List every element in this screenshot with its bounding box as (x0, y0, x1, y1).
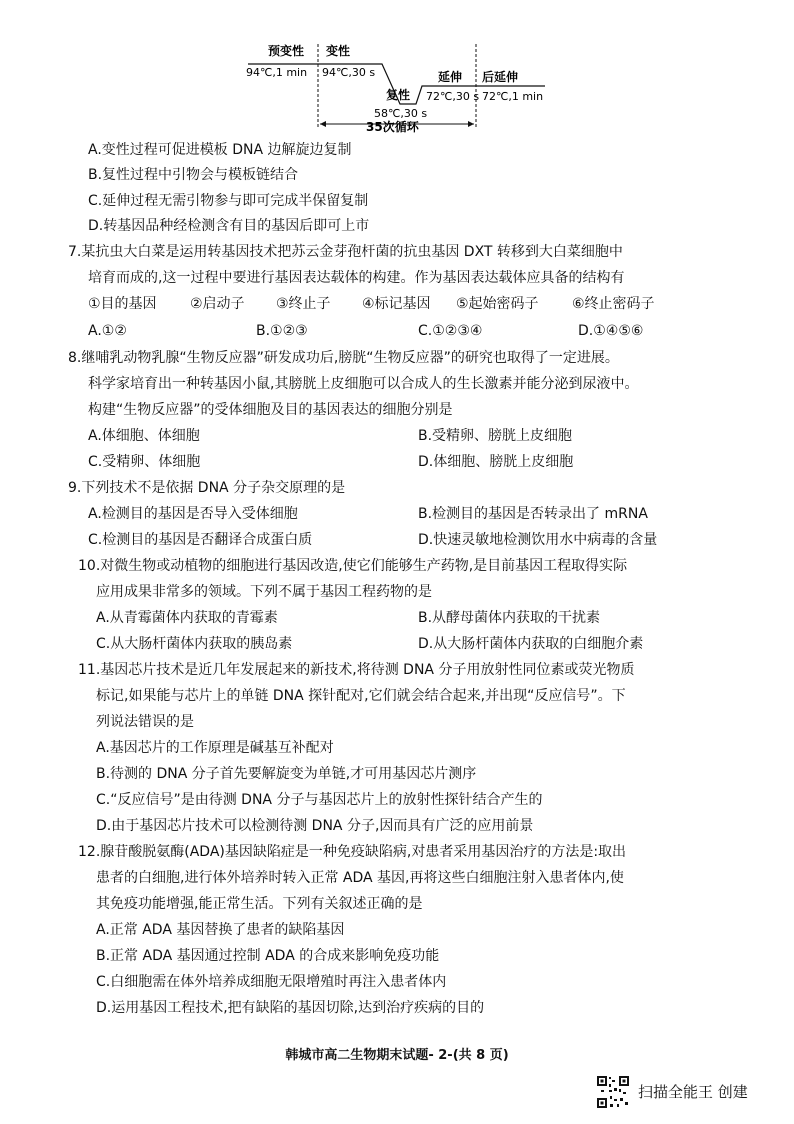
q8-stem-line2: 科学家培育出一种转基因小鼠,其膀胱上皮细胞可以合成人的生长激素并能分泌到尿液中。 (88, 376, 639, 392)
q12-option-c: C.白细胞需在体外培养成细胞无限增殖时再注入患者体内 (96, 974, 447, 990)
label-extend: 延伸 (438, 70, 463, 84)
q10-stem-line1: 10.对微生物或动植物的细胞进行基因改造,使它们能够生产药物,是目前基因工程取得实际 (78, 558, 628, 574)
q6-option-a: A.变性过程可促进模板 DNA 边解旋边复制 (88, 142, 352, 158)
q8-stem-line1: 8.继哺乳动物乳腺“生物反应器”研发成功后,膀胱“生物反应器”的研究也取得了一定进展。 (68, 350, 619, 366)
q12-option-a: A.正常 ADA 基因替换了患者的缺陷基因 (96, 922, 345, 938)
q9-option-c: C.检测目的基因是否翻译合成蛋白质 (88, 532, 313, 548)
q7-item-2: ②启动子 (190, 296, 245, 312)
label-anneal-temp: 58℃,30 s (374, 107, 428, 120)
q10-option-a: A.从青霉菌体内获取的青霉素 (96, 610, 278, 626)
cycle-arrow-left-head (320, 121, 326, 127)
q8-option-c: C.受精卵、体细胞 (88, 454, 201, 470)
label-pre-temp: 94℃,1 min (246, 66, 308, 79)
q7-option-a: A.①② (88, 323, 127, 339)
q11-option-c: C.“反应信号”是由待测 DNA 分子与基因芯片上的放射性探针结合产生的 (96, 792, 543, 808)
q7-stem-line2: 培育而成的,这一过程中要进行基因表达载体的构建。作为基因表达载体应具备的结构有 (88, 270, 625, 286)
pcr-temperature-diagram (240, 42, 560, 134)
q8-stem-line3: 构建“生物反应器”的受体细胞及目的基因表达的细胞分别是 (88, 402, 453, 418)
label-post-temp: 72℃,1 min (482, 90, 544, 103)
label-cycles: 35次循环 (366, 120, 419, 134)
q7-stem-line1: 7.某抗虫大白菜是运用转基因技术把苏云金芽孢杆菌的抗虫基因 DXT 转移到大白菜细胞中 (68, 244, 623, 260)
q10-option-d: D.从大肠杆菌体内获取的白细胞介素 (418, 636, 644, 652)
label-anneal: 复性 (386, 88, 411, 102)
q10-stem-line2: 应用成果非常多的领域。下列不属于基因工程药物的是 (96, 584, 432, 600)
label-pre-denature: 预变性 (268, 44, 305, 58)
q10-option-b: B.从酵母菌体内获取的干扰素 (418, 610, 601, 626)
q12-stem-line1: 12.腺苷酸脱氨酶(ADA)基因缺陷症是一种免疫缺陷病,对患者采用基因治疗的方法是:取出 (78, 844, 627, 860)
q11-option-b: B.待测的 DNA 分子首先要解旋变为单链,才可用基因芯片测序 (96, 766, 477, 782)
q6-option-d: D.转基因品种经检测含有目的基因后即可上市 (88, 218, 370, 234)
q9-option-a: A.检测目的基因是否导入受体细胞 (88, 506, 298, 522)
q7-option-b: B.①②③ (256, 323, 308, 339)
q12-stem-line2: 患者的白细胞,进行体外培养时转入正常 ADA 基因,再将这些白细胞注射入患者体内,使 (96, 870, 624, 886)
label-den-temp: 94℃,30 s (322, 66, 376, 79)
q12-option-d: D.运用基因工程技术,把有缺陷的基因切除,达到治疗疾病的目的 (96, 1000, 485, 1016)
cycle-arrow-right-head (468, 121, 474, 127)
label-denature: 变性 (326, 44, 351, 58)
label-extend-temp: 72℃,30 s (426, 90, 480, 103)
watermark-text: 扫描全能王 创建 (638, 1083, 748, 1101)
q11-stem-line1: 11.基因芯片技术是近几年发展起来的新技术,将待测 DNA 分子用放射性同位素或荧光物质 (78, 662, 635, 678)
q11-stem-line3: 列说法错误的是 (96, 714, 194, 730)
q12-option-b: B.正常 ADA 基因通过控制 ADA 的合成来影响免疫功能 (96, 948, 440, 964)
q6-option-c: C.延伸过程无需引物参与即可完成半保留复制 (88, 193, 369, 209)
q11-stem-line2: 标记,如果能与芯片上的单链 DNA 探针配对,它们就会结合起来,并出现“反应信号”。下 (96, 688, 626, 704)
q7-item-1: ①目的基因 (88, 296, 157, 312)
q7-item-4: ④标记基因 (362, 296, 431, 312)
q11-option-d: D.由于基因芯片技术可以检测待测 DNA 分子,因而具有广泛的应用前景 (96, 818, 534, 834)
page-footer: 韩城市高二生物期末试题- 2-(共 8 页) (285, 1048, 509, 1063)
q9-option-b: B.检测目的基因是否转录出了 mRNA (418, 506, 648, 522)
q10-option-c: C.从大肠杆菌体内获取的胰岛素 (96, 636, 293, 652)
label-post-extend: 后延伸 (482, 70, 519, 84)
scanner-watermark (596, 1075, 786, 1115)
q7-option-c: C.①②③④ (418, 323, 483, 339)
q11-option-a: A.基因芯片的工作原理是碱基互补配对 (96, 740, 334, 756)
q7-item-3: ③终止子 (276, 296, 331, 312)
q8-option-b: B.受精卵、膀胱上皮细胞 (418, 428, 573, 444)
q7-item-6: ⑥终止密码子 (572, 296, 655, 312)
q8-option-a: A.体细胞、体细胞 (88, 428, 200, 444)
q6-option-b: B.复性过程中引物会与模板链结合 (88, 167, 299, 183)
q7-option-d: D.①④⑤⑥ (578, 323, 644, 339)
q7-item-5: ⑤起始密码子 (456, 296, 539, 312)
q9-stem-line1: 9.下列技术不是依据 DNA 分子杂交原理的是 (68, 480, 346, 496)
qr-code-icon (596, 1075, 630, 1109)
q9-option-d: D.快速灵敏地检测饮用水中病毒的含量 (418, 532, 658, 548)
q12-stem-line3: 其免疫功能增强,能正常生活。下列有关叙述正确的是 (96, 896, 423, 912)
q8-option-d: D.体细胞、膀胱上皮细胞 (418, 454, 574, 470)
